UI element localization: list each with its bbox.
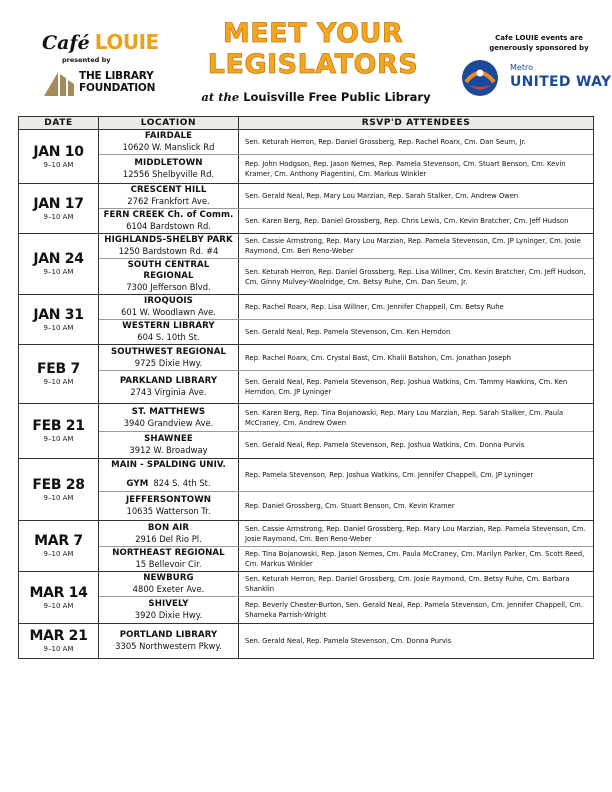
location-cell xyxy=(99,209,239,233)
location-cell xyxy=(99,345,239,370)
location-name: NEWBURG xyxy=(143,573,194,583)
date-cell xyxy=(19,459,99,520)
title-line-2: LEGISLATORS xyxy=(207,49,419,80)
table-row xyxy=(99,572,593,597)
date-group xyxy=(19,345,593,404)
location-cell xyxy=(99,371,239,403)
location-address: 3912 W. Broadway xyxy=(129,445,208,455)
event-date: FEB 7 xyxy=(37,361,80,377)
louie-word: LOUIE xyxy=(94,30,159,54)
date-cell xyxy=(19,521,99,571)
event-date: MAR 7 xyxy=(34,533,83,549)
location-address: 3940 Grandview Ave. xyxy=(123,417,214,428)
location-name: PORTLAND LIBRARY xyxy=(119,630,218,640)
location-name: SHIVELY xyxy=(148,599,189,609)
event-time: 9–10 AM xyxy=(43,268,74,276)
event-date: FEB 21 xyxy=(32,418,85,434)
location-name: MAIN - SPALDING UNIV. xyxy=(111,460,226,470)
location-name: IROQUOIS xyxy=(144,296,193,306)
attendees-cell: Sen. Keturah Herron, Rep. Daniel Grossberg, Rep. Lisa Willner, Cm. Kevin Bratcher, Cm. Jeff Hudson, Cm. Ginny Mulvey-Woolridge, Cm. Betsy Ruhe, Cm. Dan Seum, Jr. xyxy=(245,267,586,286)
location-address: 15 Bellevoir Cir. xyxy=(135,559,202,569)
date-group xyxy=(19,295,593,345)
cafe-word: Café xyxy=(42,32,90,54)
location-address: 2916 Del Rio Pl. xyxy=(135,533,202,544)
location-address: 7300 Jefferson Blvd. xyxy=(126,282,211,292)
location-address: 10620 W. Manslick Rd xyxy=(122,142,215,152)
table-row xyxy=(99,492,593,520)
location-name: NORTHEAST REGIONAL xyxy=(112,548,225,558)
event-time: 9–10 AM xyxy=(43,435,74,443)
location-cell xyxy=(99,184,239,208)
header-attendees: RSVP'D ATTENDEES xyxy=(361,118,471,128)
event-time: 9–10 AM xyxy=(43,645,74,653)
attendees-cell: Sen. Keturah Herron, Rep. Daniel Grossberg, Cm. Josie Raymond, Cm. Betsy Ruhe, Cm. Barbara Shanklin xyxy=(245,575,570,593)
location-address: 601 W. Woodlawn Ave. xyxy=(121,307,216,317)
location-address: 1250 Bardstown Rd. #4 xyxy=(118,246,219,256)
date-cell xyxy=(19,184,99,233)
event-time: 9–10 AM xyxy=(43,493,74,502)
location-name: CRESCENT HILL xyxy=(130,185,207,195)
location-address: 4800 Exeter Ave. xyxy=(132,584,205,594)
sponsor-note xyxy=(478,34,600,53)
date-cell xyxy=(19,234,99,294)
page-subtitle xyxy=(186,90,446,104)
table-row xyxy=(99,459,593,492)
sponsor-line-1: Cafe LOUIE events are xyxy=(495,34,583,42)
attendees-cell: Rep. Pamela Stevenson, Rep. Joshua Watkins, Cm. Jennifer Chappell, Cm. JP Lyninger xyxy=(245,471,534,479)
event-time: 9–10 AM xyxy=(43,550,74,558)
event-time: 9–10 AM xyxy=(43,601,74,610)
table-row xyxy=(99,547,593,571)
united-way-icon xyxy=(460,58,500,98)
library-line-2: FOUNDATION xyxy=(79,82,156,94)
attendees-cell: Sen. Karen Berg, Rep. Tina Bojanowski, Rep. Mary Lou Marzian, Rep. Sarah Stalker, Cm. Paula McCraney, Cm. Andrew Owen xyxy=(245,408,564,427)
attendees-cell: Sen. Gerald Neal, Rep. Pamela Stevenson, Rep. Joshua Watkins, Cm. Tammy Hawkins, Cm. Ken Herndon, Cm. JP Lyninger xyxy=(245,378,568,396)
location-line-2 xyxy=(101,471,236,490)
location-name: BON AIR xyxy=(147,522,190,533)
event-time: 9–10 AM xyxy=(43,212,74,221)
table-header xyxy=(19,117,593,130)
table-row xyxy=(99,624,593,658)
location-cell xyxy=(99,572,239,596)
presented-by-text: presented by xyxy=(62,56,111,64)
date-group xyxy=(19,234,593,295)
location-cell xyxy=(99,234,239,258)
cafe-louie-logo xyxy=(42,30,159,54)
location-cell xyxy=(99,155,239,183)
location-cell xyxy=(99,432,239,458)
date-cell xyxy=(19,345,99,403)
attendees-cell: Rep. Beverly Chester-Burton, Sen. Gerald Neal, Rep. Pamela Stevenson, Cm. Jennifer Chappell, Cm. Shameka Parrish-Wright xyxy=(245,601,583,619)
location-name-continued: GYM xyxy=(126,479,149,489)
title-line-1: MEET YOUR xyxy=(222,18,404,49)
date-cell xyxy=(19,572,99,623)
table-row xyxy=(99,295,593,320)
library-foundation-logo xyxy=(79,70,155,94)
location-address: 824 S. 4th St. xyxy=(153,478,211,488)
date-group xyxy=(19,184,593,234)
date-cell xyxy=(19,404,99,458)
attendees-cell: Rep. John Hodgson, Rep. Jason Nemes, Rep. Pamela Stevenson, Cm. Stuart Benson, Cm. Kevin Kramer, Cm. Anthony Piagentini, Cm. Markus Winkler xyxy=(245,160,566,178)
library-foundation-icon xyxy=(42,68,76,98)
date-group xyxy=(19,624,593,658)
location-name: SOUTH CENTRAL REGIONAL xyxy=(127,260,210,281)
header-date: DATE xyxy=(19,117,99,129)
table-row xyxy=(99,234,593,259)
attendees-cell: Sen. Gerald Neal, Rep. Mary Lou Marzian, Rep. Sarah Stalker, Cm. Andrew Owen xyxy=(245,192,519,200)
table-body xyxy=(19,130,593,658)
table-row xyxy=(99,404,593,432)
event-date: JAN 31 xyxy=(33,306,84,323)
subtitle-place: Louisville Free Public Library xyxy=(243,90,431,104)
table-row xyxy=(99,432,593,458)
location-name: WESTERN LIBRARY xyxy=(122,321,215,331)
table-row xyxy=(99,259,593,294)
page-title xyxy=(202,18,424,80)
date-group xyxy=(19,130,593,184)
location-address: 9725 Dixie Hwy. xyxy=(134,357,203,368)
location-cell xyxy=(99,295,239,319)
page-header xyxy=(0,0,612,112)
location-cell xyxy=(99,259,239,294)
attendees-cell: Sen. Karen Berg, Rep. Daniel Grossberg, Rep. Chris Lewis, Cm. Kevin Bratcher, Cm. Jeff Hudson xyxy=(245,217,569,225)
attendees-cell: Rep. Daniel Grossberg, Cm. Stuart Benson, Cm. Kevin Kramer xyxy=(245,502,455,510)
date-cell xyxy=(19,624,99,658)
location-name: MIDDLETOWN xyxy=(134,158,203,168)
location-address: 2762 Frankfort Ave. xyxy=(127,196,210,206)
table-row xyxy=(99,184,593,209)
attendees-cell: Rep. Rachel Roarx, Cm. Crystal Bast, Cm. Khalil Batshon, Cm. Jonathan Joseph xyxy=(245,353,511,362)
event-date: MAR 21 xyxy=(29,628,88,644)
table-row xyxy=(99,155,593,183)
attendees-cell: Rep. Tina Bojanowski, Rep. Jason Nemes, Cm. Paula McCraney, Cm. Marilyn Parker, Cm. Scott Reed, Cm. Markus Winkler xyxy=(245,550,585,568)
event-date: JAN 24 xyxy=(33,251,84,267)
location-address: 12556 Shelbyville Rd. xyxy=(122,169,215,179)
table-row xyxy=(99,371,593,403)
location-address: 3305 Northwestern Pkwy. xyxy=(115,641,222,651)
location-address: 2743 Virginia Ave. xyxy=(130,387,207,397)
location-name: SHAWNEE xyxy=(144,434,193,444)
location-cell xyxy=(99,130,239,154)
event-time: 9–10 AM xyxy=(43,378,74,386)
location-cell xyxy=(99,459,239,491)
attendees-cell: Sen. Cassie Armstrong, Rep. Daniel Grossberg, Rep. Mary Lou Marzian, Rep. Pamela Stevenson, Cm. Josie Raymond, Cm. Ben Reno-Weber xyxy=(245,524,586,543)
event-time: 9–10 AM xyxy=(43,323,74,332)
event-date: JAN 10 xyxy=(33,143,84,160)
location-address: 604 S. 10th St. xyxy=(137,332,200,342)
location-name: ST. MATTHEWS xyxy=(131,406,206,417)
location-cell xyxy=(99,597,239,623)
location-cell xyxy=(99,492,239,520)
table-row xyxy=(99,345,593,371)
date-group xyxy=(19,404,593,459)
attendees-cell: Rep. Rachel Roarx, Rep. Lisa Willner, Cm. Jennifer Chappell, Cm. Betsy Ruhe xyxy=(245,303,504,311)
location-address: 10635 Watterson Tr. xyxy=(126,506,211,516)
location-name: SOUTHWEST REGIONAL xyxy=(110,346,227,357)
location-cell xyxy=(99,547,239,571)
location-address: 3920 Dixie Hwy. xyxy=(134,610,203,620)
event-date: JAN 17 xyxy=(33,195,84,212)
location-cell xyxy=(99,320,239,344)
attendees-cell: Sen. Gerald Neal, Rep. Pamela Stevenson, Cm. Donna Purvis xyxy=(245,637,452,645)
attendees-cell: Sen. Gerald Neal, Rep. Pamela Stevenson, Rep. Joshua Watkins, Cm. Donna Purvis xyxy=(245,441,525,449)
event-time: 9–10 AM xyxy=(43,160,74,169)
event-date: FEB 28 xyxy=(32,476,85,493)
location-name: HIGHLANDS-SHELBY PARK xyxy=(104,235,233,245)
header-location: LOCATION xyxy=(99,117,239,129)
location-name: FERN CREEK Ch. of Comm. xyxy=(103,210,234,220)
location-name: PARKLAND LIBRARY xyxy=(119,376,218,386)
location-cell xyxy=(99,404,239,431)
attendees-cell: Sen. Cassie Armstrong, Rep. Mary Lou Marzian, Rep. Pamela Stevenson, Cm. JP Lyninger, Cm. Josie Raymond, Cm. Ben Reno-Weber xyxy=(245,237,581,255)
table-row xyxy=(99,597,593,623)
location-name: JEFFERSONTOWN xyxy=(125,495,212,505)
table-row xyxy=(99,209,593,233)
attendees-cell: Sen. Keturah Herron, Rep. Daniel Grossberg, Rep. Rachel Roarx, Cm. Dan Seum, Jr. xyxy=(245,138,526,146)
location-cell xyxy=(99,624,239,658)
event-date: MAR 14 xyxy=(29,584,88,601)
table-row xyxy=(99,320,593,344)
united-way-name: UNITED WAY xyxy=(510,74,612,90)
table-row xyxy=(99,521,593,547)
date-group xyxy=(19,459,593,521)
date-group xyxy=(19,521,593,572)
attendees-cell: Sen. Gerald Neal, Rep. Pamela Stevenson, Cm. Ken Herndon xyxy=(245,328,451,336)
sponsor-line-2: generously sponsored by xyxy=(489,43,589,52)
date-group xyxy=(19,572,593,624)
date-cell xyxy=(19,130,99,183)
date-cell xyxy=(19,295,99,344)
table-row xyxy=(99,130,593,155)
united-way-metro: Metro xyxy=(510,63,533,72)
subtitle-at: at the xyxy=(201,90,240,104)
location-name: FAIRDALE xyxy=(144,131,193,141)
schedule-table xyxy=(18,116,594,659)
location-address: 6104 Bardstown Rd. xyxy=(126,221,211,231)
location-cell xyxy=(99,521,239,546)
library-line-1: THE LIBRARY xyxy=(79,70,154,82)
